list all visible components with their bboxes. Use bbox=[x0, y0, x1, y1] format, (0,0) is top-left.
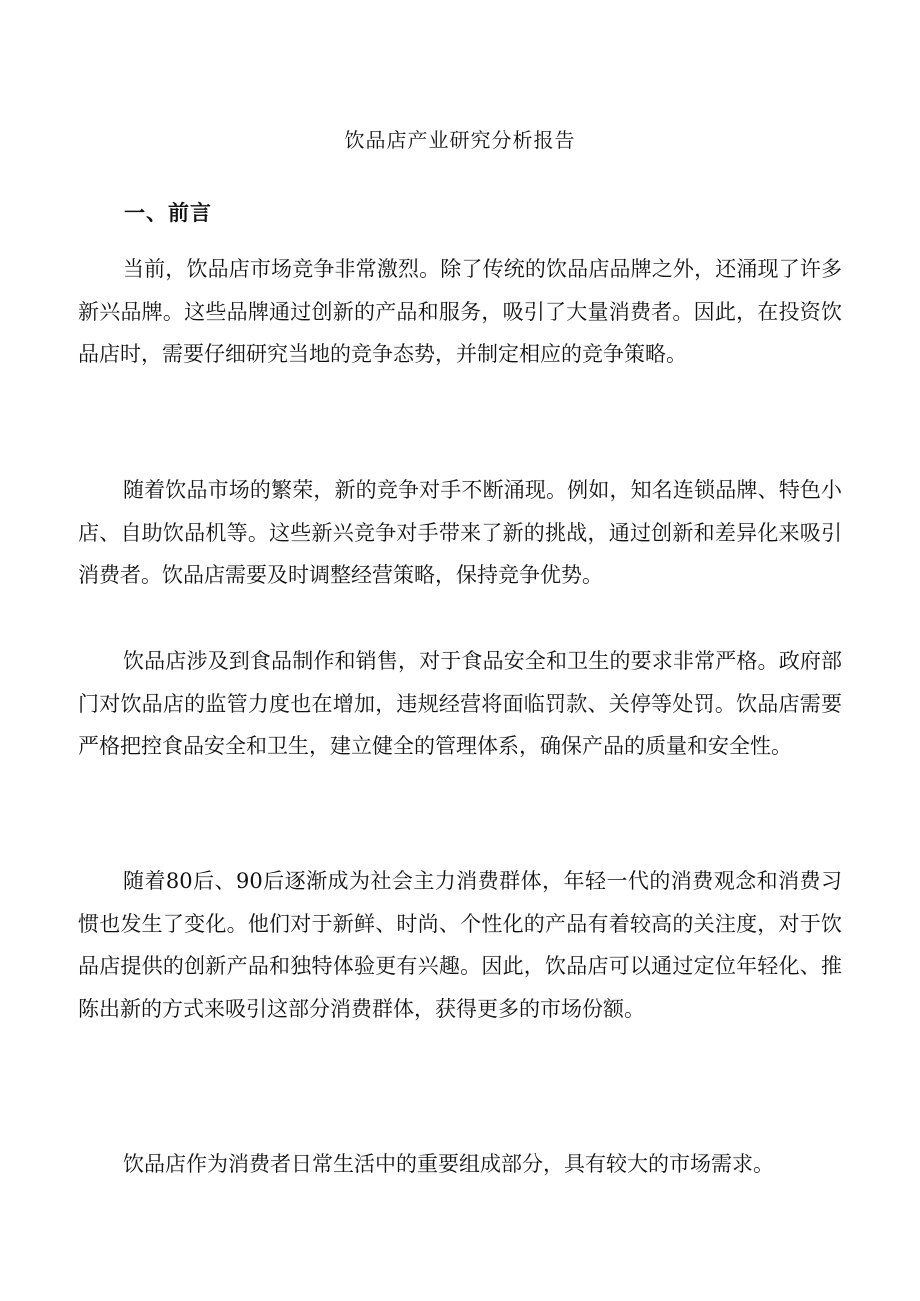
paragraph-food-safety: 饮品店涉及到食品制作和销售，对于食品安全和卫生的要求非常严格。政府部门对饮品店的监管力度也在增加，违规经营将面临罚款、关停等处罚。饮品店需要严格把控食品安全和卫生，建立健全的管理体系，确保产品的质量和安全性。 bbox=[78, 649, 842, 758]
paragraph-young-consumers: 随着80后、90后逐渐成为社会主力消费群体，年轻一代的消费观念和消费习惯也发生了变化。他们对于新鲜、时尚、个性化的产品有着较高的关注度，对于饮品店提供的创新产品和独特体验更有兴趣。因此，饮品店可以通过定位年轻化、推陈出新的方式来吸引这部分消费群体，获得更多的市场份额。 bbox=[78, 869, 842, 1021]
document-title: 饮品店产业研究分析报告 bbox=[344, 128, 576, 152]
paragraph-new-competitors: 随着饮品市场的繁荣，新的竞争对手不断涌现。例如，知名连锁品牌、特色小店、自助饮品机等。这些新兴竞争对手带来了新的挑战，通过创新和差异化来吸引消费者。饮品店需要及时调整经营策略，保持竞争优势。 bbox=[78, 478, 842, 587]
section-heading-preface: 一、前言 bbox=[124, 200, 212, 225]
paragraph-market-demand: 饮品店作为消费者日常生活中的重要组成部分，具有较大的市场需求。 bbox=[123, 1152, 774, 1176]
paragraph-competition: 当前，饮品店市场竞争非常激烈。除了传统的饮品店品牌之外，还涌现了许多新兴品牌。这些品牌通过创新的产品和服务，吸引了大量消费者。因此，在投资饮品店时，需要仔细研究当地的竞争态势，并制定相应的竞争策略。 bbox=[78, 257, 842, 366]
